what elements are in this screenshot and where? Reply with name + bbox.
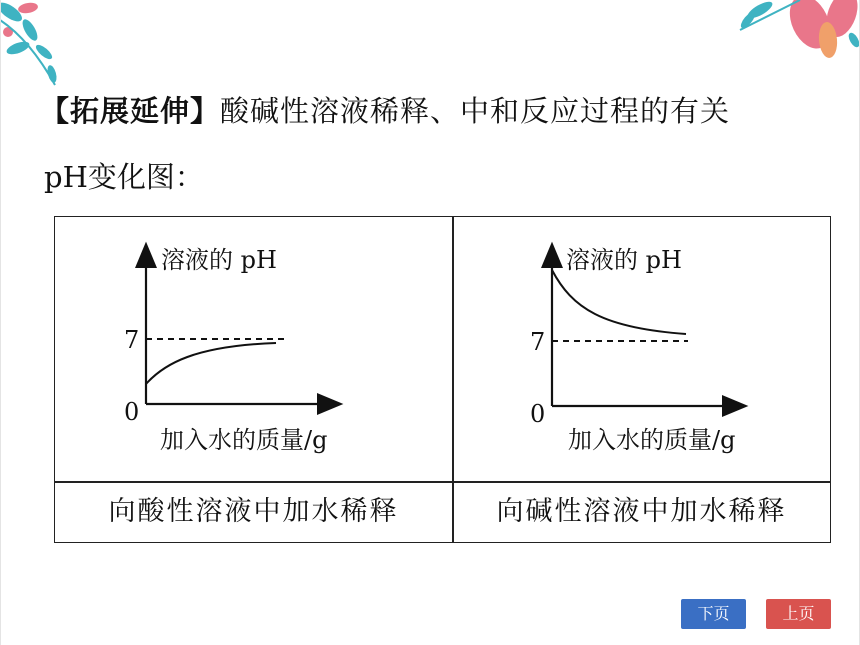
origin-label: 0 <box>124 398 140 426</box>
heading-line-2: pH变化图： <box>44 160 204 194</box>
corner-foliage-left <box>0 0 90 90</box>
y-axis-label: 溶液的 pH <box>566 246 682 274</box>
heading-text: 酸碱性溶液稀释、中和反应过程的有关 <box>220 94 731 128</box>
caption-base-dilution: 向碱性溶液中加水稀释 <box>496 496 787 527</box>
caption-acid-dilution: 向酸性溶液中加水稀释 <box>108 496 399 527</box>
y-axis-label: 溶液的 pH <box>161 246 277 274</box>
corner-foliage-right <box>730 0 860 70</box>
ph-curve <box>552 270 686 334</box>
x-axis-label: 加入水的质量/g <box>160 426 328 454</box>
tick-7: 7 <box>530 328 546 356</box>
chart-base-dilution <box>452 216 828 480</box>
tick-7: 7 <box>124 326 140 354</box>
chart-acid-dilution <box>54 216 451 480</box>
section-tag: 【拓展延伸】 <box>40 94 221 128</box>
previous-page-button[interactable]: 上页 <box>766 599 831 629</box>
slide-heading <box>40 92 840 130</box>
x-axis-label: 加入水的质量/g <box>568 426 736 454</box>
next-page-button[interactable]: 下页 <box>681 599 746 629</box>
ph-curve <box>146 343 276 384</box>
origin-label: 0 <box>530 400 546 428</box>
